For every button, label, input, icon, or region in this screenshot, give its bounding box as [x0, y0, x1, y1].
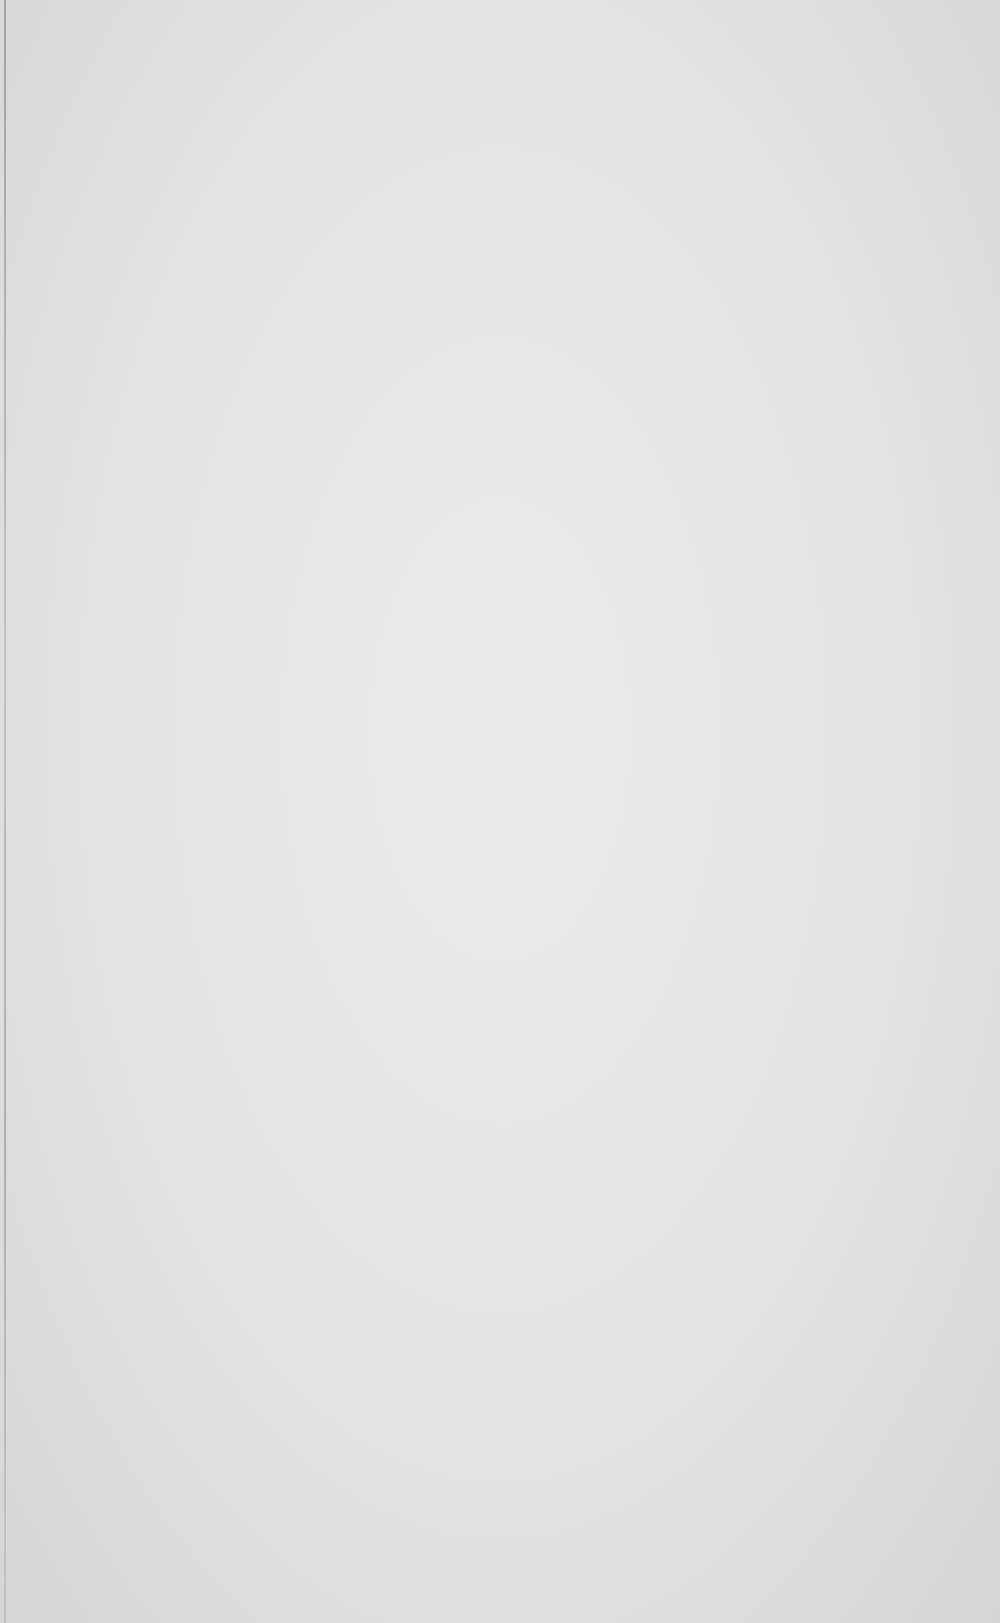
- paragraph-gap: [138, 180, 848, 216]
- page-binding-edge: [4, 0, 6, 1623]
- body-text: [138, 180, 848, 248]
- section-commissaires: [138, 216, 848, 248]
- section-first-line: [138, 216, 848, 248]
